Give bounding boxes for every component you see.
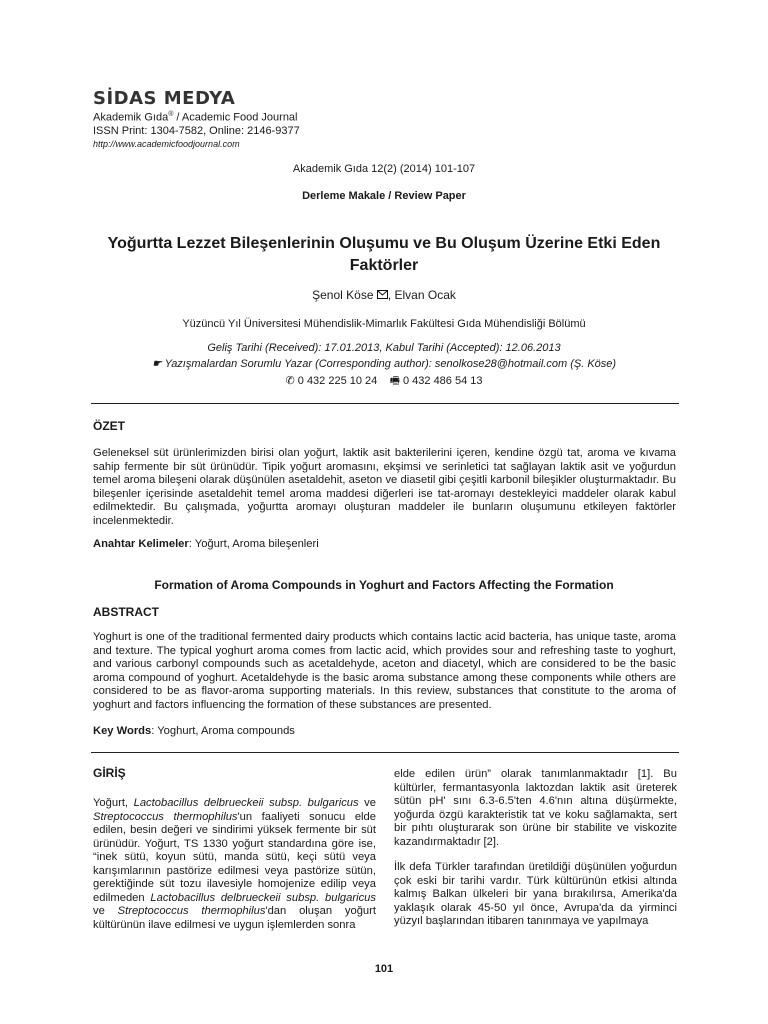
ozet-text: Geleneksel süt ürünlerimizden birisi olan yoğurt, laktik asit bakterilerini içeren, kendine özgü tat, aroma ve kıvama sahip fermente bir süt ürünüdür. Tipik yoğurt aromasını, ekşimsi ve serinletici tat sağlayan laktik asit ve yoğurdun temel aroma bileşeni olarak düşünülen asetaldehit, aseton ve diasetil gibi çeşitli karbonil bileşikler oluşturmaktadır. Bu bileşenler içerisinde asetaldehit temel aroma maddesi diğerleri ise tat-aromayı destekleyici maddeler olarak kabul edilmektedir. Bu çalışmada, yoğurtta aromayı oluşturan maddeler ile bunların oluşumunu etkileyen faktörler incelenmektedir. bbox=[93, 447, 676, 527]
registered-mark: ® bbox=[168, 111, 174, 118]
giris-right-column bbox=[394, 768, 677, 941]
text-run: ve bbox=[93, 905, 118, 917]
english-keywords bbox=[93, 725, 295, 737]
species-name: Lactobacillus delbrueckeii subsp. bulgaricus bbox=[133, 797, 359, 809]
english-title: Formation of Aroma Compounds in Yoghurt and Factors Affecting the Formation bbox=[154, 578, 614, 592]
text-run: 'un faaliyeti sonucu elde edilen, besin değeri ve sindirimi yüksek fermente bir süt ürünüdür. Yoğurt, TS 1330 yoğurt standardına göre ise, “inek sütü, koyun sütü, manda sütü, keçi sütü veya karışımlarının pastörize edilmesi veya pastörize sütün, gerektiğinde süt tozu ilavesiyle homojenize edilip veya edilmeden bbox=[93, 810, 376, 904]
species-name: Streptococcus thermophilus bbox=[117, 905, 266, 917]
citation: Akademik Gıda 12(2) (2014) 101-107 bbox=[292, 163, 476, 175]
english-keywords-label: Key Words bbox=[93, 725, 152, 737]
turkish-keywords bbox=[93, 538, 319, 550]
text-run: Yoğurt, bbox=[93, 797, 134, 809]
divider-bottom bbox=[91, 752, 679, 753]
text-run: 'dan oluşan yoğurt kültürünün ilave edilmesi ve uygun işlemlerden sonra bbox=[93, 905, 376, 931]
author-2: , Elvan Ocak bbox=[387, 288, 456, 302]
journal-name-prefix: Akademik Gıda bbox=[93, 111, 169, 124]
page-number: 101 bbox=[374, 963, 394, 975]
fax-icon: 🖷 bbox=[389, 375, 400, 387]
journal-info bbox=[93, 108, 300, 150]
abstract-text: Yoghurt is one of the traditional fermented dairy products which contains lactic acid bacteria, has unique taste, aroma and texture. The typical yoghurt aroma comes from lactic acid, which provides sour and refreshing taste to yoghurt, and various carbonyl compounds such as acetaldehyde, aceton and diacetyl, which are considered to be the basic aroma compound of yoghurt. Acetaldehyde is the basic aroma substance among these components while others are considered to be as flavor-aroma supporting materials. In this review, substances that constitute to the aroma of yoghurt and factors influencing the formation of these substances are presented. bbox=[93, 631, 676, 711]
giris-heading: GİRİŞ bbox=[93, 766, 126, 780]
giris-paragraph-2: elde edilen ürün” olarak tanımlanmaktadır [1]. Bu kültürler, fermantasyonla laktozdan laktik asit üreterek sütün pH' sını 6.3-6.5'ten 4.6'nın altına düşürmekte, yoğurda özgü karakteristik tat ve koku sağlamakta, sert bir pıhtı oluşturarak son ürüne bir stabilite ve viskozite kazandırmaktadır [2]. bbox=[394, 768, 677, 848]
abstract-heading: ABSTRACT bbox=[93, 605, 159, 619]
species-name: Lactobacillus delbrueckeii subsp. bulgaricus bbox=[150, 891, 376, 904]
corresponding-text: Yazışmalardan Sorumlu Yazar (Corresponding author): senolkose28@hotmail.com (Ş. Köse) bbox=[164, 358, 617, 370]
author-list bbox=[60, 288, 708, 302]
divider-top bbox=[91, 403, 679, 404]
giris-paragraph-3: İlk defa Türkler tarafından üretildiği düşünülen yoğurdun çok eski bir tarihi vardır. Türk kültürünün etkisi altında kalmış Balkan ülkeleri bir yana bırakılırsa, Amerika'da yaklaşık olarak 45-50 yıl önce, Avrupa'da da yirminci yüzyıl başlarından itibaren tanınmaya ve yapılmaya bbox=[394, 861, 677, 927]
affiliation: Yüzüncü Yıl Üniversitesi Mühendislik-Mimarlık Fakültesi Gıda Mühendisliği Bölümü bbox=[182, 318, 586, 330]
ozet-heading: ÖZET bbox=[93, 419, 125, 433]
envelope-icon bbox=[377, 290, 388, 302]
english-keywords-text: : Yoghurt, Aroma compounds bbox=[151, 725, 295, 737]
issn-line: ISSN Print: 1304-7582, Online: 2146-9377 bbox=[93, 124, 300, 137]
phone-icon: ✆ bbox=[285, 375, 295, 387]
text-run: ve bbox=[358, 797, 376, 809]
phone-number: 0 432 225 10 24 bbox=[297, 375, 378, 387]
article-title: Yoğurtta Lezzet Bileşenlerinin Oluşumu ve Bu Oluşum Üzerine Etki Eden Faktörler bbox=[107, 235, 661, 274]
journal-name-suffix: / Academic Food Journal bbox=[173, 111, 298, 124]
giris-paragraph-1 bbox=[93, 797, 376, 932]
author-1: Şenol Köse bbox=[312, 288, 374, 302]
turkish-keywords-text: : Yoğurt, Aroma bileşenleri bbox=[188, 538, 319, 550]
turkish-keywords-label: Anahtar Kelimeler bbox=[93, 538, 189, 550]
article-type: Derleme Makale / Review Paper bbox=[302, 190, 466, 202]
publisher-logo: SİDAS MEDYA bbox=[93, 88, 236, 109]
pointing-hand-icon: ☛ bbox=[151, 358, 162, 370]
fax-number: 0 432 486 54 13 bbox=[402, 375, 483, 387]
giris-left-column bbox=[93, 797, 376, 944]
journal-name bbox=[93, 108, 300, 125]
contact-numbers bbox=[60, 372, 708, 391]
journal-url[interactable]: http://www.academicfoodjournal.com bbox=[93, 138, 240, 149]
received-accepted-dates: Geliş Tarihi (Received): 17.01.2013, Kabul Tarihi (Accepted): 12.06.2013 bbox=[207, 342, 561, 354]
species-name: Streptococcus thermophilus bbox=[93, 810, 238, 823]
corresponding-author bbox=[60, 357, 708, 370]
